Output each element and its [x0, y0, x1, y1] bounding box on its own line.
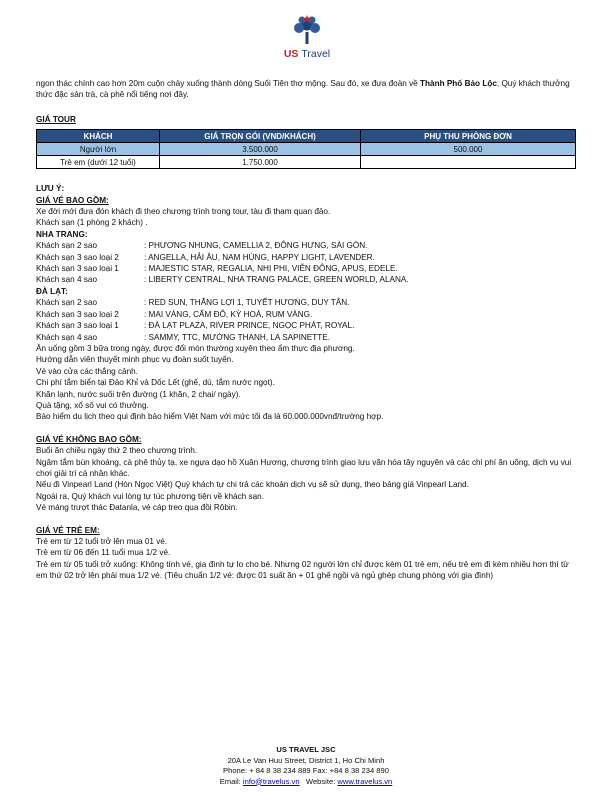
footer-address: 20A Le Van Huu Street, District 1, Ho Chi Minh [227, 755, 385, 765]
hotel-row [36, 263, 581, 274]
list-item: Trẻ em từ 05 tuổi trở xuống: Không tính vé, gia đình tự lo cho bé. Nhưng 02 người lớn chỉ được kèm 01 trẻ em, nếu trẻ em đi kèm nhiều hơn thì từ em thứ 02 trở lên phải mua 1/2 vé. (Tiêu chuẩn 1/2 vé: được 01 suất ăn + 01 ghế ngồi và ngủ ghép chung phòng với gia đình) [36, 559, 569, 581]
list-item: Ăn uống gồm 3 bữa trong ngày, được đổi món thường xuyên theo ẩm thực địa phương. [36, 343, 355, 353]
website-link[interactable]: www.travelus.vn [337, 776, 393, 786]
website-label: Website: [299, 776, 338, 786]
table-cell: Người lớn [37, 143, 160, 156]
intro-text: ngon thác chính cao hơn 20m cuộn chảy xuống thành dòng Suối Tiên thơ mộng. Sau đó, xe đưa đoàn về [36, 79, 421, 88]
table-cell: 3.500.000 [160, 143, 361, 156]
list-item: Ngâm tắm bùn khoáng, cà phê thủy tạ, xe ngựa dạo hồ Xuân Hương, chương trình giao lưu văn hóa tây nguyên và các chi phí ăn uống, dịch vụ vui chơi giải trí cá nhân khác. [36, 457, 572, 478]
hotel-row [36, 320, 581, 331]
price-table-header [37, 130, 576, 143]
footer-contact [0, 777, 612, 788]
list-item: Nếu đi Vinpearl Land (Hòn Ngọc Việt) Quý khách tự chi trả các khoản dịch vụ sẽ sử dụng, theo bảng giá Vinpearl Land. [36, 480, 469, 490]
table-row [37, 143, 576, 156]
hotel-class: Khách sạn 2 sao [36, 298, 97, 308]
hotel-class: Khách sạn 3 sao loại 1 [36, 264, 119, 274]
list-item: Buổi ăn chiều ngày thứ 2 theo chương trình. [36, 446, 198, 456]
list-item: Chi phí tắm biển tại Đảo Khỉ và Dốc Lết (ghế, dù, tắm nước ngọt). [36, 378, 275, 388]
hotel-class: Khách sạn 3 sao loại 1 [36, 321, 119, 331]
hotel-row [36, 309, 581, 320]
hotel-row [36, 274, 581, 285]
list-item: Quà tặng, xổ số vui có thưởng. [36, 400, 149, 410]
intro-bold-place: Thành Phố Bảo Lộc [420, 79, 497, 88]
tree-logo-icon [290, 14, 324, 48]
nha-trang-title: NHA TRANG: [36, 229, 88, 239]
excluded-section-title: GIÁ VÉ KHÔNG BAO GỒM: [36, 434, 142, 444]
email-label: Email: [219, 776, 243, 786]
hotel-names: : RED SUN, THẮNG LỢI 1, TUYẾT HƯƠNG, DUY TÂN. [144, 298, 350, 308]
list-item: Vé máng trượt thác Đatanla, vé cáp treo qua đồi Rôbin. [36, 503, 238, 513]
email-link[interactable]: info@travelus.vn [242, 776, 300, 786]
list-item: Bảo hiểm du lịch theo qui định bảo hiểm Việt Nam với mức tối đa là 60.000.000vnđ/trường hợp. [36, 412, 384, 422]
hotel-class: Khách sạn 3 sao loại 2 [36, 309, 119, 319]
hotel-names: : MAJESTIC STAR, REGALIA, NHỊ PHI, VIỄN ĐÔNG, APUS, EDELE. [144, 264, 398, 274]
header-guest: KHÁCH [37, 130, 160, 143]
footer-phone: Phone: + 84 8 38 234 889 Fax: +84 8 38 234 890 [223, 766, 389, 775]
hotel-class: Khách sạn 2 sao [36, 241, 97, 251]
list-item: Trẻ em từ 12 tuổi trở lên mua 01 vé. [36, 537, 168, 546]
list-item: Ngoài ra, Quý khách vui lòng tự túc phương tiện về khách sạn. [36, 491, 264, 501]
table-cell: 1.750.000 [160, 156, 361, 169]
intro-paragraph [36, 78, 581, 101]
children-section-title: GIÁ VÉ TRẺ EM: [36, 525, 100, 535]
hotel-names: : MAI VÀNG, CẨM ĐÔ, KỲ HOÀ, RUM VÀNG. [144, 309, 313, 319]
hotel-names: : SAMMY, TTC, MƯỜNG THANH, LA SAPINETTE. [144, 332, 330, 342]
table-row [37, 156, 576, 169]
price-section-title: GIÁ TOUR [36, 114, 76, 124]
list-item: Hướng dẫn viên thuyết minh phục vụ đoàn suốt tuyến. [36, 355, 234, 365]
list-item: Khăn lạnh, nước suối trên đường (1 khăn, 2 chai/ ngày). [36, 389, 241, 399]
list-item: Khách sạn (1 phòng 2 khách) . [36, 218, 148, 228]
hotel-names: : ANGELLA, HẢI ÂU, NAM HÙNG, HAPPY LIGHT, LAVENDER. [144, 252, 375, 262]
hotel-class: Khách sạn 4 sao [36, 275, 97, 285]
price-table [36, 129, 576, 169]
footer [0, 745, 612, 787]
hotel-row [36, 252, 581, 263]
document-body [36, 78, 581, 582]
da-lat-title: ĐÀ LẠT: [36, 286, 68, 296]
list-item: Vé vào cửa các thắng cảnh. [36, 366, 138, 376]
logo-travel: Travel [301, 48, 331, 60]
included-section-title: GIÁ VÉ BAO GỒM: [36, 195, 109, 205]
header-package-price: GIÁ TRỌN GÓI (VND/KHÁCH) [160, 130, 361, 143]
intro-text-end: , Quý khách thưởng thức đặc sản trà, cà phê nổi tiếng nơi đây. [36, 79, 570, 100]
company-logo [277, 14, 337, 62]
table-cell: Trẻ em (dưới 12 tuổi) [37, 156, 160, 169]
hotel-row [36, 240, 581, 251]
hotel-row [36, 332, 581, 343]
hotel-names: : ĐÀ LẠT PLAZA, RIVER PRINCE, NGỌC PHÁT, ROYAL. [144, 321, 355, 331]
header-single-surcharge: PHỤ THU PHÒNG ĐƠN [361, 130, 576, 143]
hotel-names: : PHƯƠNG NHUNG, CAMELLIA 2, ĐÔNG HƯNG, SÀI GÒN. [144, 241, 368, 251]
footer-company: US TRAVEL JSC [276, 745, 336, 754]
logo-us: US [283, 48, 299, 60]
hotel-class: Khách sạn 3 sao loại 2 [36, 252, 119, 262]
list-item: Trẻ em từ 06 đến 11 tuổi mua 1/2 vé. [36, 548, 171, 558]
note-title: LƯU Ý: [36, 184, 65, 194]
hotel-row [36, 297, 581, 308]
table-cell: 500.000 [361, 143, 576, 156]
table-cell [361, 156, 576, 169]
hotel-names: : LIBERTY CENTRAL, NHA TRANG PALACE, GREEN WORLD, ALANA. [144, 275, 409, 285]
list-item: Xe đời mới đưa đón khách đi theo chương trình trong tour, tàu đi tham quan đảo. [36, 207, 331, 217]
logo-wordmark [277, 48, 337, 60]
hotel-class: Khách sạn 4 sao [36, 332, 97, 342]
